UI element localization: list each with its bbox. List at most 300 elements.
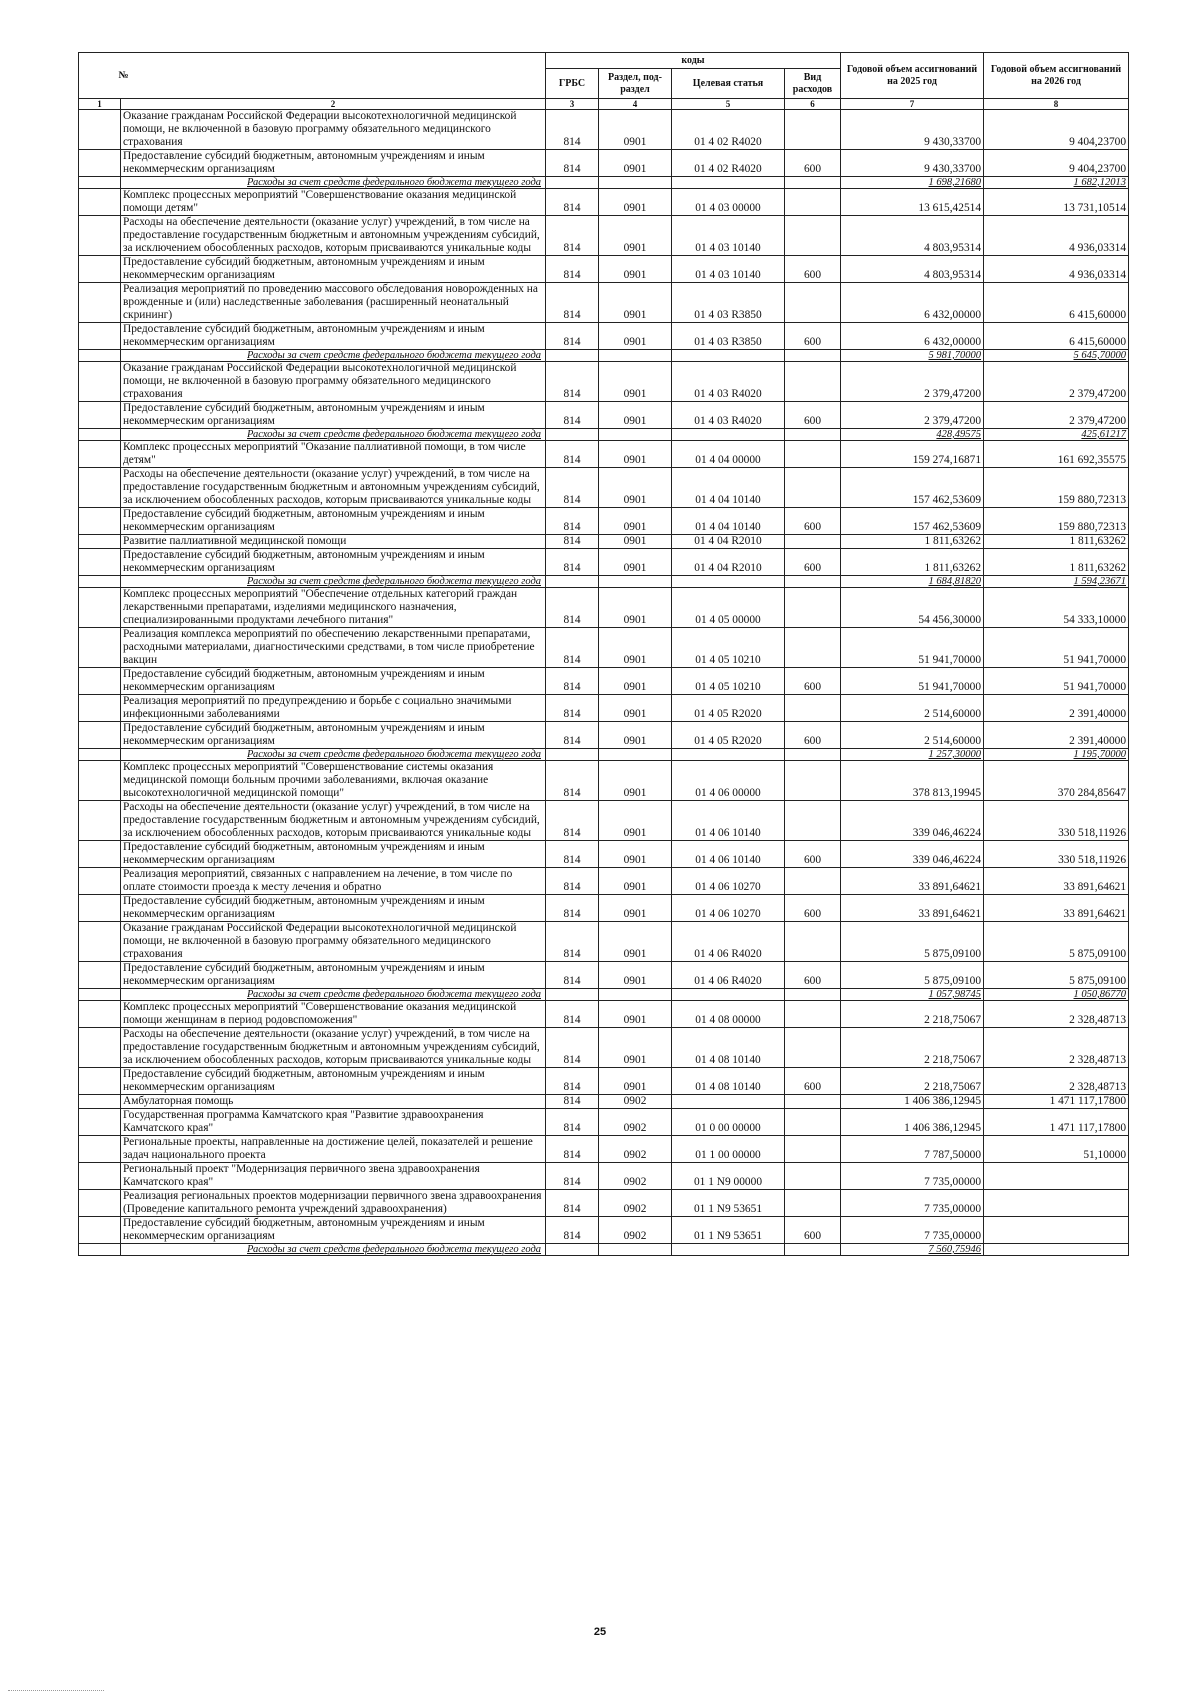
cell-name: Расходы за счет средств федерального бюджета текущего года bbox=[121, 576, 546, 588]
table-row bbox=[79, 508, 1129, 535]
colnum-7: 7 bbox=[841, 99, 984, 110]
cell-vol-2025: 54 456,30000 bbox=[841, 588, 984, 628]
cell-vol-2026: 159 880,72313 bbox=[984, 468, 1129, 508]
cell-vid bbox=[785, 468, 841, 508]
cell-vol-2026: 1 594,23671 bbox=[984, 576, 1129, 588]
cell-num bbox=[79, 216, 121, 256]
cell-name: Предоставление субсидий бюджетным, автономным учреждениям и иным некоммерческим организациям bbox=[121, 150, 546, 177]
cell-num bbox=[79, 1109, 121, 1136]
cell-grbs: 814 bbox=[546, 1068, 599, 1095]
cell-num bbox=[79, 429, 121, 441]
cell-vol-2025: 1 811,63262 bbox=[841, 549, 984, 576]
cell-vol-2026 bbox=[984, 1217, 1129, 1244]
table-row bbox=[79, 1217, 1129, 1244]
cell-razdel: 0901 bbox=[599, 535, 672, 549]
cell-vol-2025: 51 941,70000 bbox=[841, 628, 984, 668]
cell-razdel: 0901 bbox=[599, 1028, 672, 1068]
cell-grbs: 814 bbox=[546, 1217, 599, 1244]
cell-name: Предоставление субсидий бюджетным, автономным учреждениям и иным некоммерческим организациям bbox=[121, 323, 546, 350]
cell-celevaya bbox=[672, 576, 785, 588]
cell-vol-2025: 9 430,33700 bbox=[841, 110, 984, 150]
cell-celevaya bbox=[672, 989, 785, 1001]
cell-vol-2026: 2 379,47200 bbox=[984, 402, 1129, 429]
cell-vid: 600 bbox=[785, 256, 841, 283]
cell-num bbox=[79, 1068, 121, 1095]
cell-vol-2026: 33 891,64621 bbox=[984, 895, 1129, 922]
budget-table-sheet bbox=[78, 52, 1128, 1256]
cell-vol-2026: 1 050,86770 bbox=[984, 989, 1129, 1001]
cell-name: Предоставление субсидий бюджетным, автономным учреждениям и иным некоммерческим организациям bbox=[121, 841, 546, 868]
cell-num bbox=[79, 868, 121, 895]
cell-razdel: 0901 bbox=[599, 283, 672, 323]
cell-name: Комплекс процессных мероприятий "Обеспечение отдельных категорий граждан лекарственными препаратами, изделиями медицинского назначения, специализированными продуктами лечебного питания" bbox=[121, 588, 546, 628]
cell-name: Расходы на обеспечение деятельности (оказание услуг) учреждений, в том числе на предоставление государственным бюджетным и автономным учреждениям субсидий, за исключением обособленных расходов, которым присваиваются уникальные коды bbox=[121, 801, 546, 841]
cell-grbs: 814 bbox=[546, 508, 599, 535]
table-row bbox=[79, 1109, 1129, 1136]
table-row bbox=[79, 1001, 1129, 1028]
cell-name: Предоставление субсидий бюджетным, автономным учреждениям и иным некоммерческим организациям bbox=[121, 962, 546, 989]
cell-vol-2025: 157 462,53609 bbox=[841, 468, 984, 508]
cell-vid bbox=[785, 216, 841, 256]
cell-vol-2025: 5 875,09100 bbox=[841, 962, 984, 989]
cell-vid bbox=[785, 761, 841, 801]
cell-razdel bbox=[599, 989, 672, 1001]
cell-vid bbox=[785, 801, 841, 841]
cell-grbs: 814 bbox=[546, 1001, 599, 1028]
cell-grbs: 814 bbox=[546, 468, 599, 508]
colnum-5: 5 bbox=[672, 99, 785, 110]
table-row bbox=[79, 628, 1129, 668]
table-row bbox=[79, 216, 1129, 256]
cell-vid bbox=[785, 1109, 841, 1136]
cell-vid bbox=[785, 177, 841, 189]
budget-allocation-table bbox=[78, 52, 1129, 1256]
table-row bbox=[79, 110, 1129, 150]
cell-num bbox=[79, 761, 121, 801]
colnum-4: 4 bbox=[599, 99, 672, 110]
cell-vol-2025: 1 698,21680 bbox=[841, 177, 984, 189]
cell-vol-2026: 33 891,64621 bbox=[984, 868, 1129, 895]
cell-vol-2026: 2 379,47200 bbox=[984, 362, 1129, 402]
cell-name: Расходы за счет средств федерального бюджета текущего года bbox=[121, 177, 546, 189]
cell-vol-2025: 157 462,53609 bbox=[841, 508, 984, 535]
cell-celevaya bbox=[672, 1244, 785, 1256]
table-row bbox=[79, 150, 1129, 177]
cell-num bbox=[79, 962, 121, 989]
cell-vid bbox=[785, 1001, 841, 1028]
cell-vid bbox=[785, 429, 841, 441]
cell-vol-2026: 6 415,60000 bbox=[984, 323, 1129, 350]
cell-num bbox=[79, 177, 121, 189]
cell-celevaya bbox=[672, 429, 785, 441]
cell-vol-2026: 4 936,03314 bbox=[984, 256, 1129, 283]
table-row bbox=[79, 962, 1129, 989]
table-row bbox=[79, 668, 1129, 695]
cell-name: Государственная программа Камчатского края "Развитие здравоохранения Камчатского края" bbox=[121, 1109, 546, 1136]
cell-grbs: 814 bbox=[546, 1109, 599, 1136]
cell-razdel: 0901 bbox=[599, 962, 672, 989]
table-row bbox=[79, 588, 1129, 628]
cell-vol-2026: 370 284,85647 bbox=[984, 761, 1129, 801]
cell-razdel: 0901 bbox=[599, 362, 672, 402]
cell-celevaya: 01 4 04 R2010 bbox=[672, 535, 785, 549]
cell-vid: 600 bbox=[785, 402, 841, 429]
cell-vid bbox=[785, 535, 841, 549]
cell-vol-2026: 330 518,11926 bbox=[984, 801, 1129, 841]
cell-num bbox=[79, 588, 121, 628]
cell-vol-2025: 159 274,16871 bbox=[841, 441, 984, 468]
cell-vid: 600 bbox=[785, 841, 841, 868]
cell-razdel: 0902 bbox=[599, 1136, 672, 1163]
cell-grbs: 814 bbox=[546, 695, 599, 722]
cell-vol-2026: 4 936,03314 bbox=[984, 216, 1129, 256]
cell-celevaya: 01 1 N9 53651 bbox=[672, 1217, 785, 1244]
colnum-8: 8 bbox=[984, 99, 1129, 110]
colnum-1: 1 bbox=[79, 99, 121, 110]
federal-budget-row bbox=[79, 749, 1129, 761]
federal-budget-row bbox=[79, 350, 1129, 362]
cell-celevaya: 01 0 00 00000 bbox=[672, 1109, 785, 1136]
cell-name: Комплекс процессных мероприятий "Совершенствование системы оказания медицинской помощи больным прочими заболеваниями, включая оказание высокотехнологичной медицинской помощи" bbox=[121, 761, 546, 801]
cell-vid: 600 bbox=[785, 150, 841, 177]
cell-name: Предоставление субсидий бюджетным, автономным учреждениям и иным некоммерческим организациям bbox=[121, 1068, 546, 1095]
cell-vol-2025: 4 803,95314 bbox=[841, 256, 984, 283]
cell-vol-2026: 51 941,70000 bbox=[984, 628, 1129, 668]
cell-num bbox=[79, 895, 121, 922]
cell-grbs: 814 bbox=[546, 110, 599, 150]
cell-vol-2026 bbox=[984, 1163, 1129, 1190]
cell-celevaya: 01 4 06 10140 bbox=[672, 841, 785, 868]
cell-vol-2025: 7 735,00000 bbox=[841, 1190, 984, 1217]
cell-name: Предоставление субсидий бюджетным, автономным учреждениям и иным некоммерческим организациям bbox=[121, 722, 546, 749]
cell-grbs: 814 bbox=[546, 1136, 599, 1163]
cell-name: Расходы за счет средств федерального бюджета текущего года bbox=[121, 1244, 546, 1256]
scan-artifact-line bbox=[8, 1690, 104, 1692]
cell-vid bbox=[785, 1190, 841, 1217]
table-row bbox=[79, 868, 1129, 895]
cell-vid bbox=[785, 1244, 841, 1256]
cell-vid bbox=[785, 588, 841, 628]
cell-vol-2026 bbox=[984, 1190, 1129, 1217]
cell-celevaya: 01 4 03 00000 bbox=[672, 189, 785, 216]
cell-grbs: 814 bbox=[546, 535, 599, 549]
table-row bbox=[79, 189, 1129, 216]
cell-name: Оказание гражданам Российской Федерации высокотехнологичной медицинской помощи, не включенной в базовую программу обязательного медицинского страхования bbox=[121, 362, 546, 402]
cell-grbs: 814 bbox=[546, 922, 599, 962]
cell-num bbox=[79, 576, 121, 588]
cell-grbs: 814 bbox=[546, 256, 599, 283]
cell-grbs: 814 bbox=[546, 549, 599, 576]
cell-vol-2026: 159 880,72313 bbox=[984, 508, 1129, 535]
cell-vid: 600 bbox=[785, 895, 841, 922]
cell-grbs: 814 bbox=[546, 895, 599, 922]
cell-vol-2025: 2 218,75067 bbox=[841, 1001, 984, 1028]
cell-name: Расходы на обеспечение деятельности (оказание услуг) учреждений, в том числе на предоставление государственным бюджетным и автономным учреждениям субсидий, за исключением обособленных расходов, которым присваиваются уникальные коды bbox=[121, 216, 546, 256]
cell-vol-2026: 425,61217 bbox=[984, 429, 1129, 441]
cell-num bbox=[79, 841, 121, 868]
cell-num bbox=[79, 722, 121, 749]
cell-grbs: 814 bbox=[546, 150, 599, 177]
cell-grbs: 814 bbox=[546, 668, 599, 695]
cell-razdel: 0902 bbox=[599, 1190, 672, 1217]
cell-vol-2025: 2 218,75067 bbox=[841, 1068, 984, 1095]
cell-celevaya: 01 4 06 10140 bbox=[672, 801, 785, 841]
cell-razdel: 0901 bbox=[599, 189, 672, 216]
cell-grbs: 814 bbox=[546, 362, 599, 402]
table-row bbox=[79, 1190, 1129, 1217]
table-row bbox=[79, 895, 1129, 922]
cell-celevaya: 01 4 03 10140 bbox=[672, 216, 785, 256]
cell-vol-2025: 1 057,98745 bbox=[841, 989, 984, 1001]
cell-num bbox=[79, 441, 121, 468]
cell-vol-2025: 1 406 386,12945 bbox=[841, 1109, 984, 1136]
cell-celevaya: 01 4 05 10210 bbox=[672, 668, 785, 695]
cell-grbs: 814 bbox=[546, 962, 599, 989]
table-row bbox=[79, 549, 1129, 576]
table-row bbox=[79, 362, 1129, 402]
table-row bbox=[79, 922, 1129, 962]
cell-num bbox=[79, 695, 121, 722]
cell-name: Предоставление субсидий бюджетным, автономным учреждениям и иным некоммерческим организациям bbox=[121, 549, 546, 576]
cell-name: Развитие паллиативной медицинской помощи bbox=[121, 535, 546, 549]
table-row bbox=[79, 841, 1129, 868]
cell-grbs: 814 bbox=[546, 841, 599, 868]
federal-budget-row bbox=[79, 576, 1129, 588]
cell-num bbox=[79, 749, 121, 761]
cell-vol-2026: 5 645,70000 bbox=[984, 350, 1129, 362]
cell-name: Расходы за счет средств федерального бюджета текущего года bbox=[121, 749, 546, 761]
colnum-6: 6 bbox=[785, 99, 841, 110]
table-row bbox=[79, 1136, 1129, 1163]
cell-vol-2026: 9 404,23700 bbox=[984, 110, 1129, 150]
cell-celevaya: 01 4 06 R4020 bbox=[672, 922, 785, 962]
cell-vid bbox=[785, 1136, 841, 1163]
cell-vol-2025: 4 803,95314 bbox=[841, 216, 984, 256]
cell-vid bbox=[785, 110, 841, 150]
cell-celevaya: 01 4 05 00000 bbox=[672, 588, 785, 628]
cell-num bbox=[79, 362, 121, 402]
cell-razdel: 0901 bbox=[599, 402, 672, 429]
federal-budget-row bbox=[79, 177, 1129, 189]
cell-celevaya: 01 4 05 R2020 bbox=[672, 695, 785, 722]
cell-celevaya: 01 4 04 00000 bbox=[672, 441, 785, 468]
cell-name: Расходы за счет средств федерального бюджета текущего года bbox=[121, 350, 546, 362]
cell-num bbox=[79, 150, 121, 177]
cell-celevaya: 01 4 06 R4020 bbox=[672, 962, 785, 989]
cell-vol-2026: 6 415,60000 bbox=[984, 283, 1129, 323]
cell-grbs: 814 bbox=[546, 189, 599, 216]
cell-grbs bbox=[546, 1244, 599, 1256]
cell-razdel: 0901 bbox=[599, 110, 672, 150]
cell-vol-2025: 51 941,70000 bbox=[841, 668, 984, 695]
cell-grbs bbox=[546, 989, 599, 1001]
header-razdel: Раздел, под-раздел bbox=[599, 69, 672, 99]
cell-num bbox=[79, 801, 121, 841]
cell-razdel bbox=[599, 576, 672, 588]
cell-name: Предоставление субсидий бюджетным, автономным учреждениям и иным некоммерческим организациям bbox=[121, 1217, 546, 1244]
cell-celevaya: 01 1 N9 00000 bbox=[672, 1163, 785, 1190]
cell-celevaya: 01 4 08 10140 bbox=[672, 1028, 785, 1068]
cell-vol-2026: 1 195,70000 bbox=[984, 749, 1129, 761]
cell-name: Реализация комплекса мероприятий по обеспечению лекарственными препаратами, расходными материалами, диагностическими средствами, в том числе приобретение вакцин bbox=[121, 628, 546, 668]
cell-celevaya: 01 4 02 R4020 bbox=[672, 110, 785, 150]
cell-razdel: 0901 bbox=[599, 801, 672, 841]
cell-vid: 600 bbox=[785, 722, 841, 749]
cell-name: Реализация региональных проектов модернизации первичного звена здравоохранения (Проведение капитального ремонта учреждений здравоохранения) bbox=[121, 1190, 546, 1217]
cell-num bbox=[79, 535, 121, 549]
cell-razdel bbox=[599, 429, 672, 441]
cell-razdel bbox=[599, 1244, 672, 1256]
cell-grbs bbox=[546, 350, 599, 362]
cell-grbs: 814 bbox=[546, 323, 599, 350]
cell-name: Комплекс процессных мероприятий "Совершенствование оказания медицинской помощи женщинам в период родовспоможения" bbox=[121, 1001, 546, 1028]
cell-num bbox=[79, 1028, 121, 1068]
cell-grbs: 814 bbox=[546, 628, 599, 668]
cell-name: Оказание гражданам Российской Федерации высокотехнологичной медицинской помощи, не включенной в базовую программу обязательного медицинского страхования bbox=[121, 922, 546, 962]
cell-celevaya: 01 4 08 10140 bbox=[672, 1068, 785, 1095]
table-row bbox=[79, 256, 1129, 283]
cell-name: Предоставление субсидий бюджетным, автономным учреждениям и иным некоммерческим организациям bbox=[121, 508, 546, 535]
header-vid: Вид расходов bbox=[785, 69, 841, 99]
cell-celevaya: 01 4 03 R4020 bbox=[672, 362, 785, 402]
cell-vol-2026: 161 692,35575 bbox=[984, 441, 1129, 468]
table-row bbox=[79, 441, 1129, 468]
cell-celevaya: 01 4 04 10140 bbox=[672, 508, 785, 535]
cell-name: Реализация мероприятий по проведению массового обследования новорожденных на врожденные и (или) наследственные заболевания (расширенный неонатальный скрининг) bbox=[121, 283, 546, 323]
cell-vid bbox=[785, 362, 841, 402]
cell-razdel: 0901 bbox=[599, 441, 672, 468]
cell-name: Предоставление субсидий бюджетным, автономным учреждениям и иным некоммерческим организациям bbox=[121, 668, 546, 695]
table-row bbox=[79, 323, 1129, 350]
cell-name: Предоставление субсидий бюджетным, автономным учреждениям и иным некоммерческим организациям bbox=[121, 256, 546, 283]
cell-vid: 600 bbox=[785, 508, 841, 535]
cell-grbs: 814 bbox=[546, 1163, 599, 1190]
cell-celevaya: 01 4 05 10210 bbox=[672, 628, 785, 668]
cell-vol-2025: 13 615,42514 bbox=[841, 189, 984, 216]
cell-num bbox=[79, 323, 121, 350]
table-row bbox=[79, 1068, 1129, 1095]
cell-vol-2026: 51 941,70000 bbox=[984, 668, 1129, 695]
cell-grbs bbox=[546, 177, 599, 189]
cell-vid bbox=[785, 749, 841, 761]
header-num: № bbox=[79, 53, 546, 99]
cell-grbs bbox=[546, 576, 599, 588]
cell-razdel: 0901 bbox=[599, 508, 672, 535]
cell-vid: 600 bbox=[785, 1217, 841, 1244]
cell-razdel: 0901 bbox=[599, 868, 672, 895]
cell-vol-2025: 2 514,60000 bbox=[841, 722, 984, 749]
cell-razdel: 0901 bbox=[599, 695, 672, 722]
cell-vid: 600 bbox=[785, 962, 841, 989]
cell-name: Расходы за счет средств федерального бюджета текущего года bbox=[121, 429, 546, 441]
header-celevaya: Целевая статья bbox=[672, 69, 785, 99]
table-row bbox=[79, 402, 1129, 429]
cell-num bbox=[79, 256, 121, 283]
cell-num bbox=[79, 1136, 121, 1163]
cell-grbs: 814 bbox=[546, 722, 599, 749]
cell-razdel: 0902 bbox=[599, 1095, 672, 1109]
cell-razdel: 0901 bbox=[599, 323, 672, 350]
cell-vid: 600 bbox=[785, 323, 841, 350]
cell-razdel: 0901 bbox=[599, 895, 672, 922]
cell-vol-2026: 330 518,11926 bbox=[984, 841, 1129, 868]
cell-num bbox=[79, 922, 121, 962]
cell-vol-2025: 5 875,09100 bbox=[841, 922, 984, 962]
cell-razdel: 0901 bbox=[599, 150, 672, 177]
cell-grbs: 814 bbox=[546, 761, 599, 801]
cell-vol-2025: 9 430,33700 bbox=[841, 150, 984, 177]
cell-razdel bbox=[599, 749, 672, 761]
cell-name: Предоставление субсидий бюджетным, автономным учреждениям и иным некоммерческим организациям bbox=[121, 895, 546, 922]
cell-vol-2026: 13 731,10514 bbox=[984, 189, 1129, 216]
cell-vol-2026: 1 471 117,17800 bbox=[984, 1109, 1129, 1136]
cell-grbs: 814 bbox=[546, 588, 599, 628]
cell-num bbox=[79, 989, 121, 1001]
cell-vol-2025: 6 432,00000 bbox=[841, 323, 984, 350]
cell-celevaya bbox=[672, 350, 785, 362]
cell-vol-2026: 5 875,09100 bbox=[984, 962, 1129, 989]
cell-name: Реализация мероприятий, связанных с направлением на лечение, в том числе по оплате стоимости проезда к месту лечения и обратно bbox=[121, 868, 546, 895]
cell-grbs: 814 bbox=[546, 402, 599, 429]
cell-vid bbox=[785, 283, 841, 323]
cell-num bbox=[79, 668, 121, 695]
cell-vol-2026: 2 328,48713 bbox=[984, 1068, 1129, 1095]
cell-grbs: 814 bbox=[546, 283, 599, 323]
table-row bbox=[79, 283, 1129, 323]
cell-name: Расходы за счет средств федерального бюджета текущего года bbox=[121, 989, 546, 1001]
cell-grbs: 814 bbox=[546, 441, 599, 468]
cell-name: Предоставление субсидий бюджетным, автономным учреждениям и иным некоммерческим организациям bbox=[121, 402, 546, 429]
cell-razdel: 0901 bbox=[599, 588, 672, 628]
cell-celevaya: 01 1 N9 53651 bbox=[672, 1190, 785, 1217]
cell-vid bbox=[785, 1028, 841, 1068]
cell-name: Расходы на обеспечение деятельности (оказание услуг) учреждений, в том числе на предоставление государственным бюджетным и автономным учреждениям субсидий, за исключением обособленных расходов, которым присваиваются уникальные коды bbox=[121, 1028, 546, 1068]
cell-vid: 600 bbox=[785, 1068, 841, 1095]
cell-grbs: 814 bbox=[546, 1190, 599, 1217]
federal-budget-row bbox=[79, 1244, 1129, 1256]
cell-name: Оказание гражданам Российской Федерации высокотехнологичной медицинской помощи, не включенной в базовую программу обязательного медицинского страхования bbox=[121, 110, 546, 150]
cell-vol-2026: 9 404,23700 bbox=[984, 150, 1129, 177]
table-row bbox=[79, 801, 1129, 841]
cell-grbs bbox=[546, 429, 599, 441]
cell-vol-2026: 2 328,48713 bbox=[984, 1001, 1129, 1028]
cell-num bbox=[79, 1217, 121, 1244]
cell-grbs: 814 bbox=[546, 801, 599, 841]
cell-name: Региональный проект "Модернизация первичного звена здравоохранения Камчатского края" bbox=[121, 1163, 546, 1190]
column-number-row bbox=[79, 99, 1129, 110]
cell-vol-2026: 2 391,40000 bbox=[984, 695, 1129, 722]
cell-razdel: 0901 bbox=[599, 1068, 672, 1095]
table-row bbox=[79, 468, 1129, 508]
cell-vol-2026: 2 391,40000 bbox=[984, 722, 1129, 749]
cell-razdel bbox=[599, 177, 672, 189]
cell-num bbox=[79, 1095, 121, 1109]
cell-num bbox=[79, 283, 121, 323]
cell-vol-2025: 2 218,75067 bbox=[841, 1028, 984, 1068]
cell-vol-2025: 428,49575 bbox=[841, 429, 984, 441]
table-row bbox=[79, 1163, 1129, 1190]
header-vol-2026: Годовой объем ассигнований на 2026 год bbox=[984, 53, 1129, 99]
cell-num bbox=[79, 468, 121, 508]
cell-vol-2025: 7 735,00000 bbox=[841, 1217, 984, 1244]
cell-vol-2025: 1 811,63262 bbox=[841, 535, 984, 549]
cell-razdel: 0901 bbox=[599, 1001, 672, 1028]
cell-num bbox=[79, 1244, 121, 1256]
cell-num bbox=[79, 402, 121, 429]
cell-celevaya bbox=[672, 1095, 785, 1109]
cell-celevaya: 01 4 08 00000 bbox=[672, 1001, 785, 1028]
cell-grbs bbox=[546, 749, 599, 761]
